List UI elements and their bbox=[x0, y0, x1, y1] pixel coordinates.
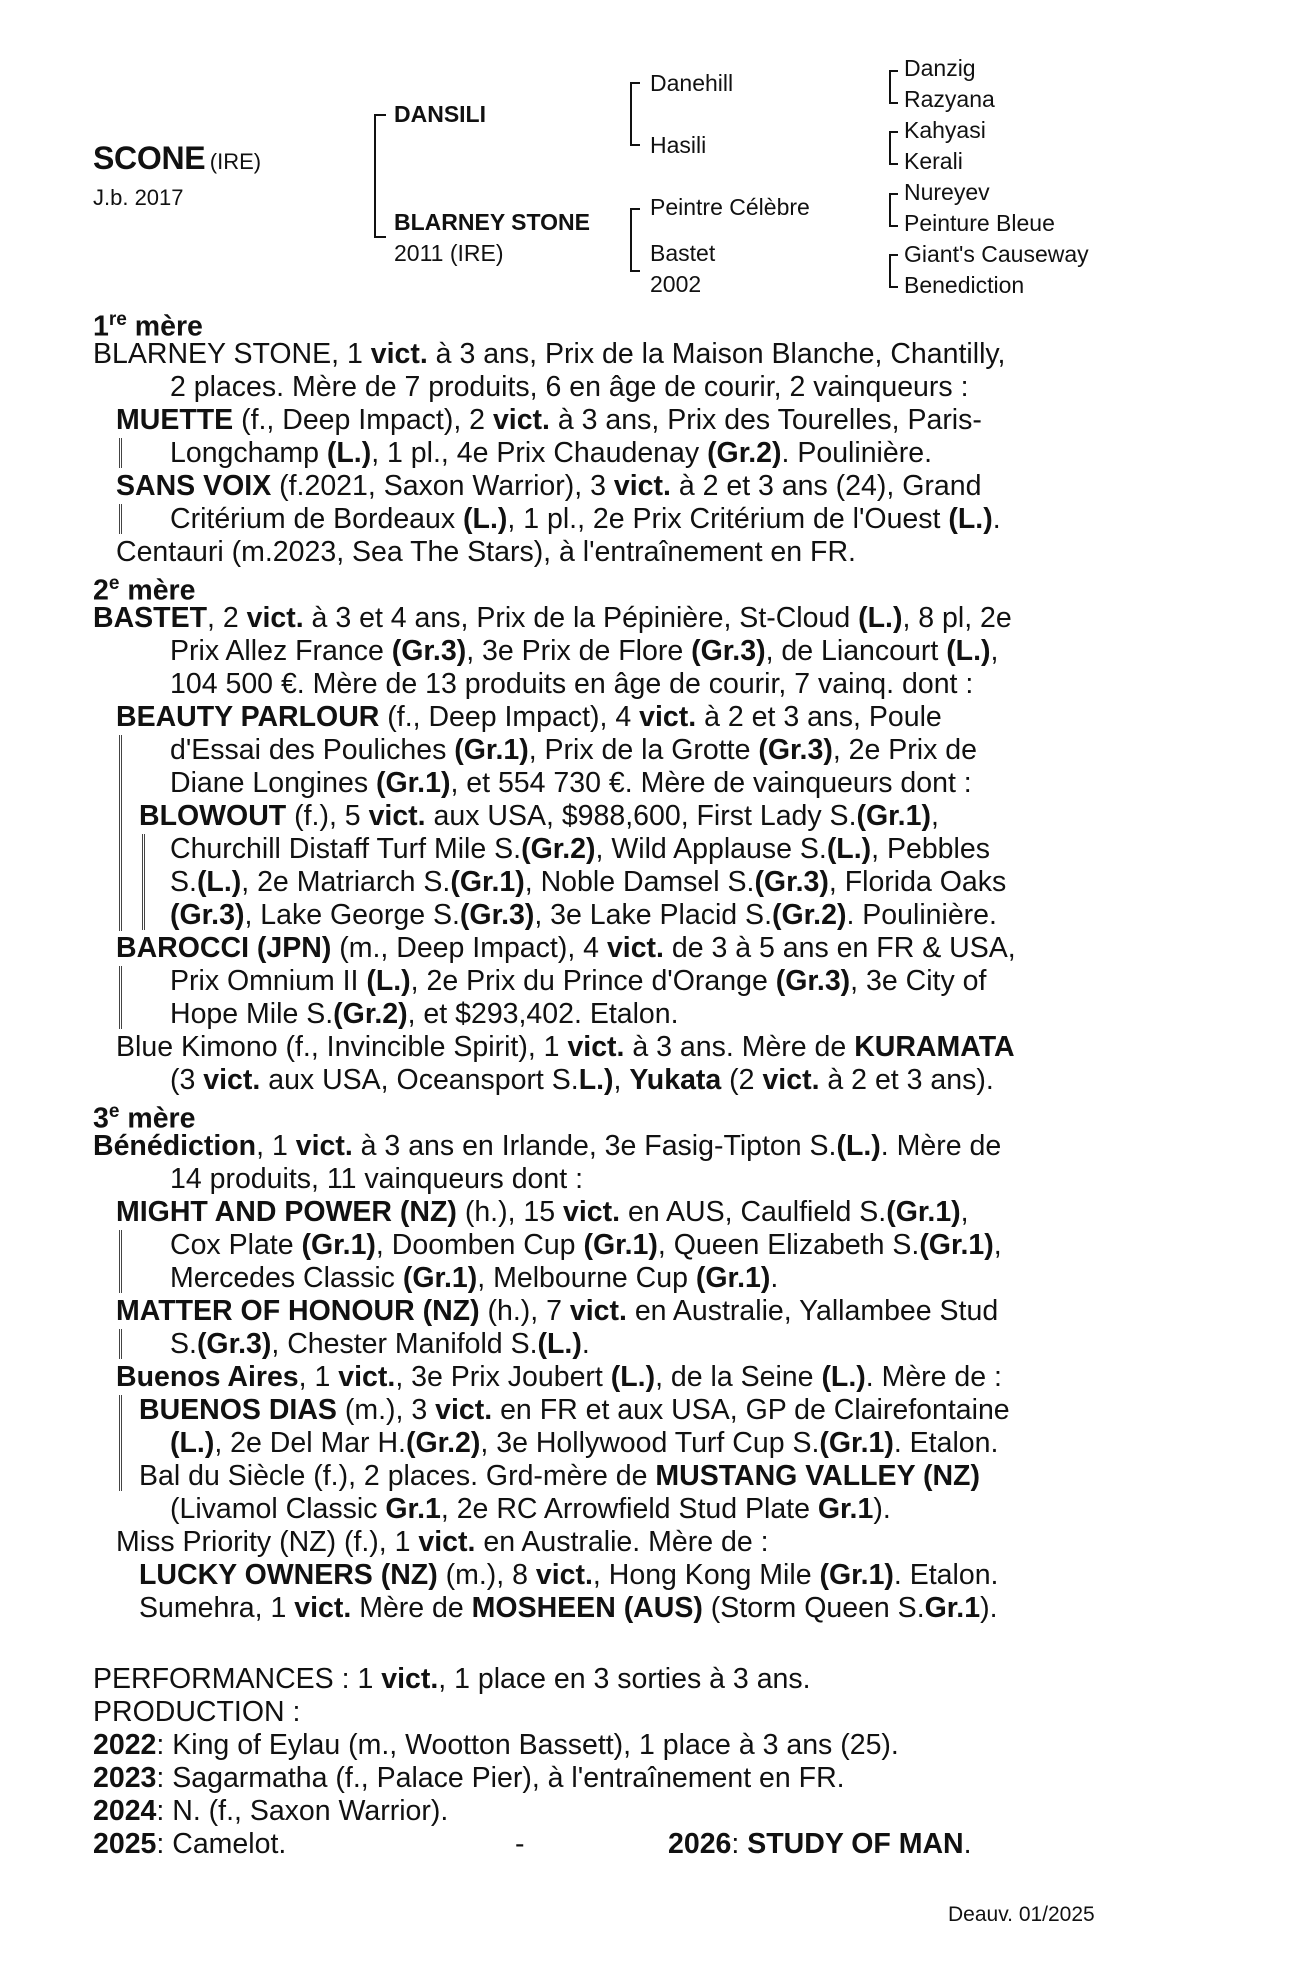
pedigree-dam-info: 2011 (IRE) bbox=[394, 240, 504, 266]
horse-name: SCONE bbox=[93, 140, 206, 176]
pedigree-dam: BLARNEY STONE bbox=[394, 209, 590, 235]
section-heading-second-dam: 2e mère bbox=[93, 573, 196, 607]
indent-marker bbox=[119, 438, 122, 468]
pedigree-g3-6: Peinture Bleue bbox=[904, 210, 1055, 236]
text-line: MIGHT AND POWER (NZ) (h.), 15 vict. en AUS, Caulfield S.(Gr.1), bbox=[116, 1196, 969, 1228]
text-line: Sumehra, 1 vict. Mère de MOSHEEN (AUS) (Storm Queen S.Gr.1). bbox=[139, 1592, 998, 1624]
text-line: 2 places. Mère de 7 produits, 6 en âge de courir, 2 vainqueurs : bbox=[170, 371, 969, 403]
text-line: BLARNEY STONE, 1 vict. à 3 ans, Prix de la Maison Blanche, Chantilly, bbox=[93, 338, 1006, 370]
indent-marker bbox=[119, 1395, 122, 1491]
text-line: Bénédiction, 1 vict. à 3 ans en Irlande, 3e Fasig-Tipton S.(L.). Mère de bbox=[93, 1130, 1002, 1162]
production-separator: - bbox=[515, 1828, 525, 1860]
production-heading: PRODUCTION : bbox=[93, 1696, 301, 1728]
text-line: Hope Mile S.(Gr.2), et $293,402. Etalon. bbox=[170, 998, 679, 1030]
indent-marker bbox=[119, 1230, 122, 1293]
pedigree-sire-sire: Danehill bbox=[650, 70, 734, 96]
text-line: Blue Kimono (f., Invincible Spirit), 1 vict. à 3 ans. Mère de KURAMATA bbox=[116, 1031, 1015, 1063]
horse-info: J.b. 2017 bbox=[93, 185, 184, 210]
production-2024: 2024: N. (f., Saxon Warrior). bbox=[93, 1795, 449, 1827]
indent-marker bbox=[142, 834, 145, 930]
text-line: (Livamol Classic Gr.1, 2e RC Arrowfield Stud Plate Gr.1). bbox=[170, 1493, 891, 1525]
footer-reference: Deauv. 01/2025 bbox=[948, 1903, 1095, 1926]
pedigree-g3-8: Benediction bbox=[904, 272, 1025, 298]
text-line: Prix Allez France (Gr.3), 3e Prix de Flore (Gr.3), de Liancourt (L.), bbox=[170, 635, 999, 667]
pedigree-g3-4: Kerali bbox=[904, 148, 963, 174]
text-line: S.(L.), 2e Matriarch S.(Gr.1), Noble Damsel S.(Gr.3), Florida Oaks bbox=[170, 866, 1007, 898]
pedigree-g3-5: Nureyev bbox=[904, 179, 990, 205]
text-line: BASTET, 2 vict. à 3 et 4 ans, Prix de la Pépinière, St-Cloud (L.), 8 pl, 2e bbox=[93, 602, 1012, 634]
text-line: Cox Plate (Gr.1), Doomben Cup (Gr.1), Queen Elizabeth S.(Gr.1), bbox=[170, 1229, 1002, 1261]
pedigree-dam-dam-year: 2002 bbox=[650, 271, 702, 297]
text-line: d'Essai des Pouliches (Gr.1), Prix de la Grotte (Gr.3), 2e Prix de bbox=[170, 734, 977, 766]
section-heading-first-dam: 1re mère bbox=[93, 309, 203, 343]
text-line: BEAUTY PARLOUR (f., Deep Impact), 4 vict. à 2 et 3 ans, Poule bbox=[116, 701, 942, 733]
text-line: Bal du Siècle (f.), 2 places. Grd-mère de MUSTANG VALLEY (NZ) bbox=[139, 1460, 980, 1492]
horse-origin: (IRE) bbox=[209, 149, 262, 174]
pedigree-dam-dam: Bastet bbox=[650, 240, 716, 266]
text-line: 14 produits, 11 vainqueurs dont : bbox=[170, 1163, 583, 1195]
text-line: Diane Longines (Gr.1), et 554 730 €. Mère de vainqueurs dont : bbox=[170, 767, 972, 799]
production-2022: 2022: King of Eylau (m., Wootton Bassett), 1 place à 3 ans (25). bbox=[93, 1729, 899, 1761]
text-line: Mercedes Classic (Gr.1), Melbourne Cup (Gr.1). bbox=[170, 1262, 779, 1294]
text-line: SANS VOIX (f.2021, Saxon Warrior), 3 vict. à 2 et 3 ans (24), Grand bbox=[116, 470, 982, 502]
pedigree-g3-7: Giant's Causeway bbox=[904, 241, 1089, 267]
pedigree-dam-sire: Peintre Célèbre bbox=[650, 194, 810, 220]
text-line: 104 500 €. Mère de 13 produits en âge de courir, 7 vainq. dont : bbox=[170, 668, 974, 700]
production-2025: 2025: Camelot. bbox=[93, 1828, 287, 1860]
text-line: Prix Omnium II (L.), 2e Prix du Prince d'Orange (Gr.3), 3e City of bbox=[170, 965, 987, 997]
text-line: S.(Gr.3), Chester Manifold S.(L.). bbox=[170, 1328, 590, 1360]
indent-marker bbox=[119, 504, 122, 534]
text-line: Churchill Distaff Turf Mile S.(Gr.2), Wild Applause S.(L.), Pebbles bbox=[170, 833, 990, 865]
text-line: MATTER OF HONOUR (NZ) (h.), 7 vict. en Australie, Yallambee Stud bbox=[116, 1295, 999, 1327]
indent-marker bbox=[119, 966, 122, 1029]
pedigree-g3-2: Razyana bbox=[904, 86, 995, 112]
text-line: Buenos Aires, 1 vict., 3e Prix Joubert (L.), de la Seine (L.). Mère de : bbox=[116, 1361, 1002, 1393]
text-line: Miss Priority (NZ) (f.), 1 vict. en Australie. Mère de : bbox=[116, 1526, 769, 1558]
text-line: (3 vict. aux USA, Oceansport S.L.), Yukata (2 vict. à 2 et 3 ans). bbox=[170, 1064, 994, 1096]
performances-line: PERFORMANCES : 1 vict., 1 place en 3 sorties à 3 ans. bbox=[93, 1663, 811, 1695]
section-heading-third-dam: 3e mère bbox=[93, 1101, 196, 1135]
pedigree-g3-3: Kahyasi bbox=[904, 117, 986, 143]
indent-marker bbox=[119, 735, 122, 931]
text-line: Longchamp (L.), 1 pl., 4e Prix Chaudenay (Gr.2). Poulinière. bbox=[170, 437, 933, 469]
text-line: MUETTE (f., Deep Impact), 2 vict. à 3 ans, Prix des Tourelles, Paris- bbox=[116, 404, 982, 436]
text-line: LUCKY OWNERS (NZ) (m.), 8 vict., Hong Kong Mile (Gr.1). Etalon. bbox=[139, 1559, 999, 1591]
pedigree-sire: DANSILI bbox=[394, 101, 486, 127]
indent-marker bbox=[119, 1329, 122, 1359]
text-line: BLOWOUT (f.), 5 vict. aux USA, $988,600, First Lady S.(Gr.1), bbox=[139, 800, 939, 832]
text-line: (L.), 2e Del Mar H.(Gr.2), 3e Hollywood Turf Cup S.(Gr.1). Etalon. bbox=[170, 1427, 999, 1459]
pedigree-sire-dam: Hasili bbox=[650, 132, 707, 158]
text-line: Centauri (m.2023, Sea The Stars), à l'entraînement en FR. bbox=[116, 536, 856, 568]
text-line: (Gr.3), Lake George S.(Gr.3), 3e Lake Placid S.(Gr.2). Poulinière. bbox=[170, 899, 997, 931]
text-line: BAROCCI (JPN) (m., Deep Impact), 4 vict. de 3 à 5 ans en FR & USA, bbox=[116, 932, 1016, 964]
text-line: Critérium de Bordeaux (L.), 1 pl., 2e Prix Critérium de l'Ouest (L.). bbox=[170, 503, 1001, 535]
production-2023: 2023: Sagarmatha (f., Palace Pier), à l'entraînement en FR. bbox=[93, 1762, 845, 1794]
pedigree-g3-1: Danzig bbox=[904, 55, 976, 81]
text-line: BUENOS DIAS (m.), 3 vict. en FR et aux USA, GP de Clairefontaine bbox=[139, 1394, 1010, 1426]
production-2026: 2026: STUDY OF MAN. bbox=[668, 1828, 972, 1860]
